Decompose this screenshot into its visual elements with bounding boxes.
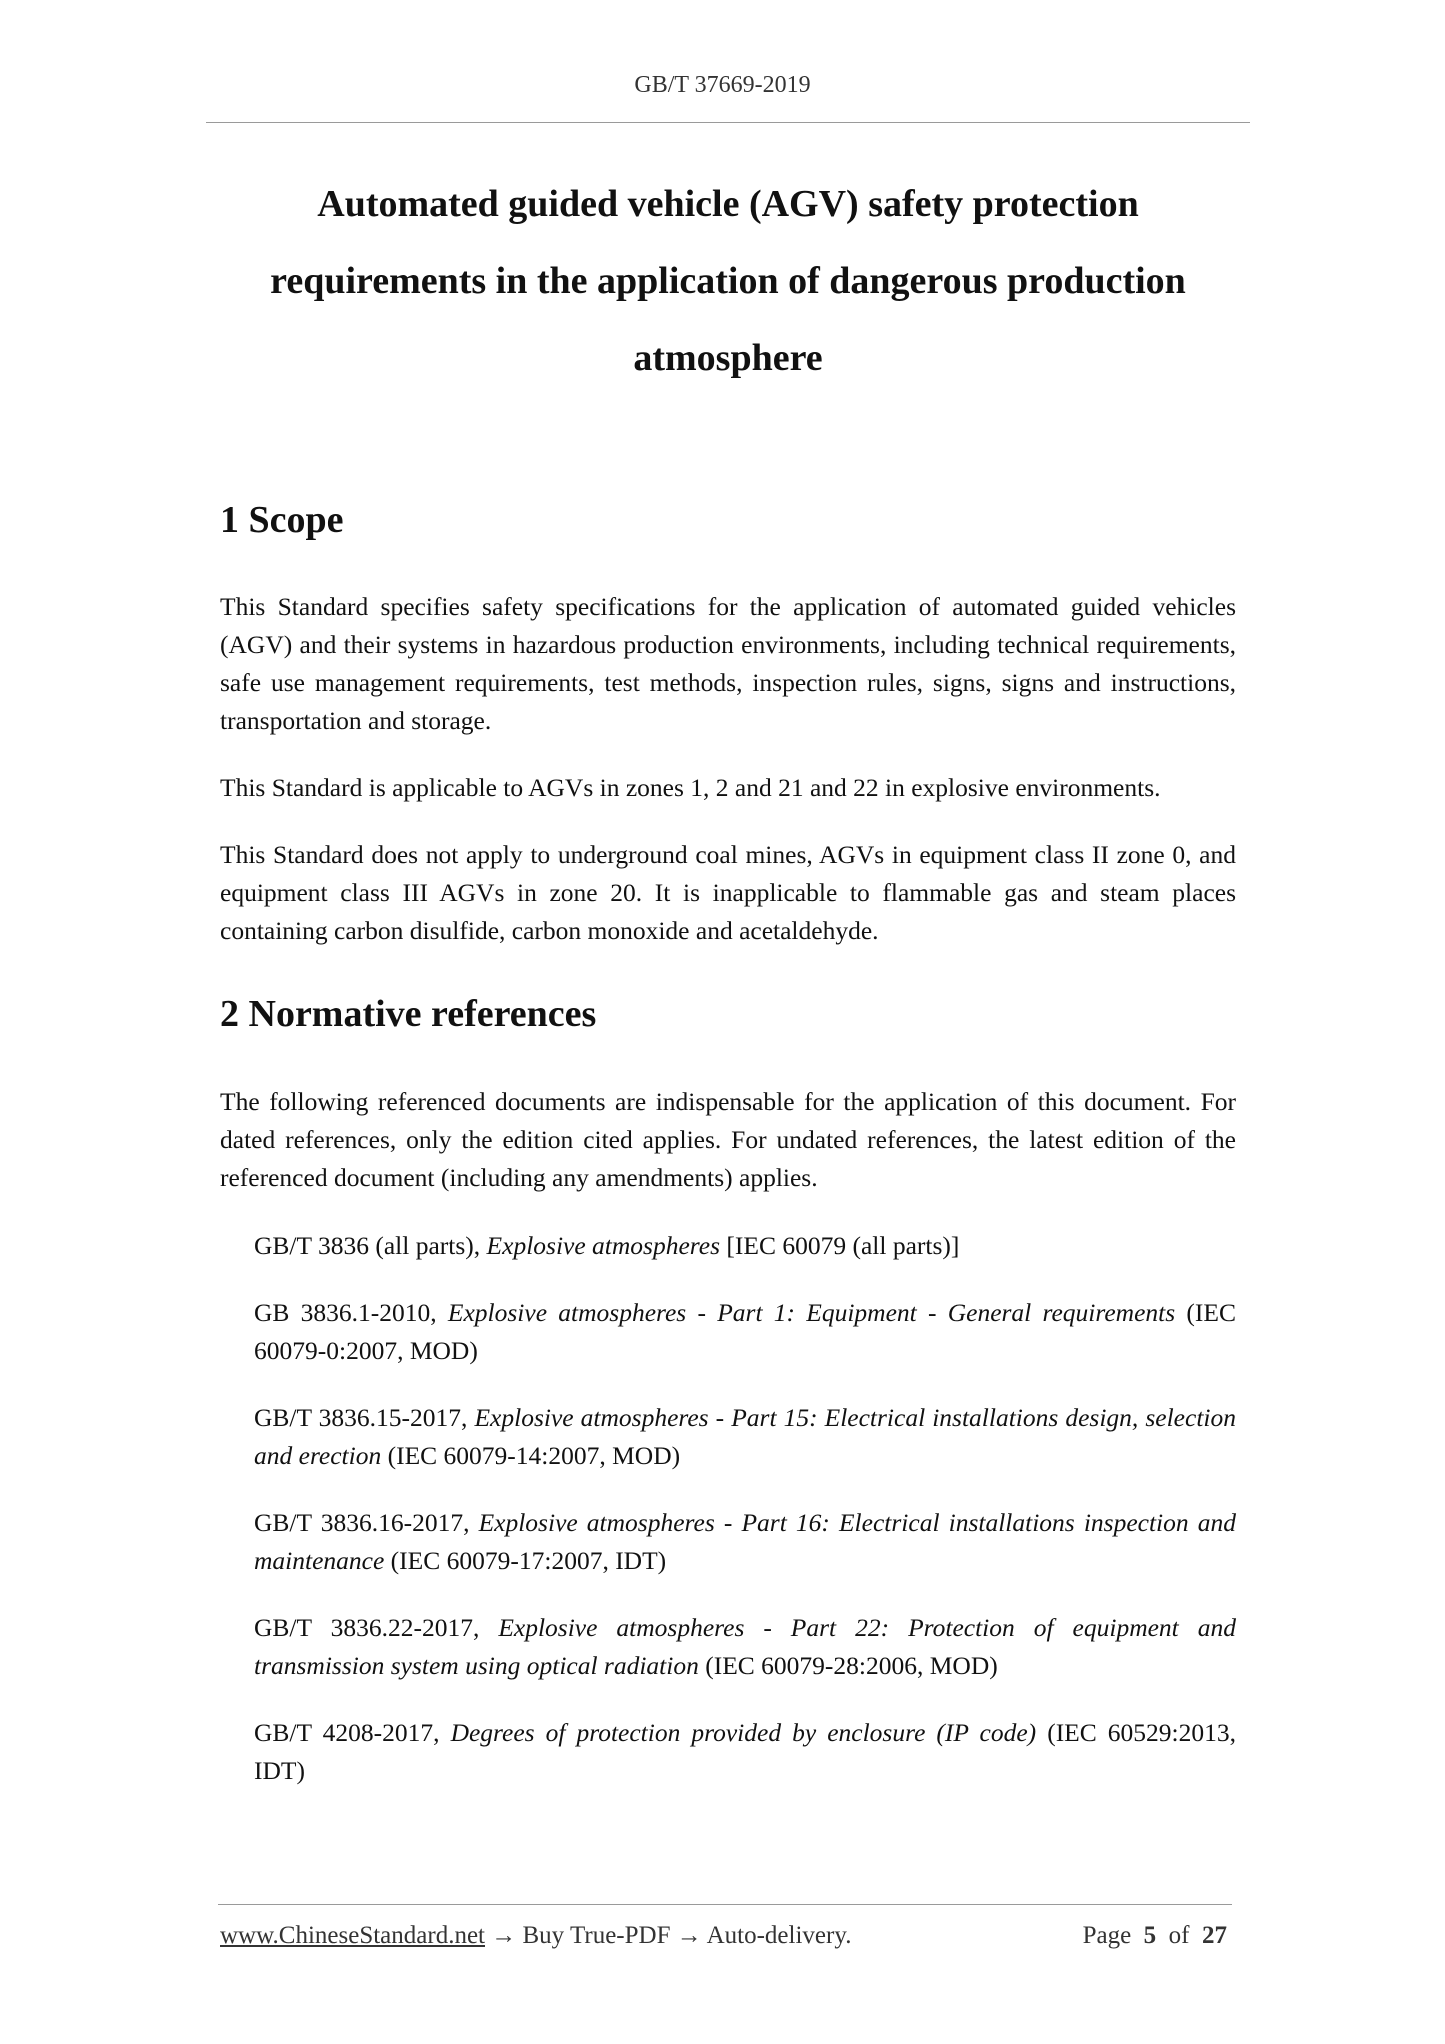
page-indicator bbox=[1083, 1922, 1227, 1950]
reference-code: GB/T 3836 (all parts), bbox=[254, 1231, 487, 1261]
document-number-header: GB/T 37669-2019 bbox=[634, 72, 811, 98]
reference-title: Explosive atmospheres bbox=[486, 1231, 721, 1261]
reference-item bbox=[220, 1227, 1236, 1265]
references-intro-paragraph: The following referenced documents are indispensable for the application of this document. For dated references, only the edition cited applies. For undated references, the latest edition of the referenced document (including any amendments) applies. bbox=[220, 1087, 1236, 1193]
page-of-label: of bbox=[1168, 1922, 1190, 1949]
reference-equivalent: (IEC 60079-0:2007, MOD) bbox=[254, 1298, 1236, 1366]
reference-item bbox=[220, 1399, 1236, 1475]
reference-code: GB/T 4208-2017, bbox=[254, 1718, 451, 1748]
reference-code: GB 3836.1-2010, bbox=[254, 1298, 448, 1328]
reference-title: Explosive atmospheres - Part 16: Electrical installations inspection and maintenance bbox=[254, 1508, 1236, 1576]
reference-equivalent: [IEC 60079 (all parts)] bbox=[720, 1231, 960, 1261]
reference-code: GB/T 3836.15-2017, bbox=[254, 1403, 475, 1433]
reference-code: GB/T 3836.22-2017, bbox=[254, 1613, 499, 1643]
reference-title: Explosive atmospheres - Part 22: Protection of equipment and transmission system using optical radiation bbox=[254, 1613, 1236, 1681]
footer-divider bbox=[218, 1904, 1232, 1905]
section-heading-scope: 1 Scope bbox=[220, 499, 344, 541]
section-heading-normative-references: 2 Normative references bbox=[220, 992, 597, 1035]
reference-title: Degrees of protection provided by enclosure (IP code) bbox=[450, 1718, 1037, 1748]
reference-equivalent: (IEC 60079-28:2006, MOD) bbox=[698, 1651, 998, 1681]
page-total: 27 bbox=[1202, 1922, 1227, 1949]
reference-item bbox=[220, 1609, 1236, 1685]
reference-code: GB/T 3836.16-2017, bbox=[254, 1508, 479, 1538]
reference-equivalent: (IEC 60529:2013, IDT) bbox=[254, 1718, 1237, 1786]
header-divider bbox=[206, 122, 1250, 123]
reference-item bbox=[220, 1714, 1236, 1790]
reference-equivalent: (IEC 60079-17:2007, IDT) bbox=[384, 1546, 667, 1576]
scope-paragraph: This Standard specifies safety specifications for the application of automated guided vehicles (AGV) and their systems in hazardous production environments, including technical requirements, safe use management requirements, test methods, inspection rules, signs, signs and instructions, transportation and storage. bbox=[220, 591, 1236, 735]
page-current: 5 bbox=[1143, 1922, 1157, 1949]
footer-left bbox=[220, 1922, 851, 1950]
reference-equivalent: (IEC 60079-14:2007, MOD) bbox=[381, 1441, 681, 1471]
reference-item bbox=[220, 1294, 1236, 1370]
reference-title: Explosive atmospheres - Part 1: Equipment - General requirements bbox=[447, 1298, 1176, 1328]
scope-paragraph: This Standard does not apply to underground coal mines, AGVs in equipment class II zone 0, and equipment class III AGVs in zone 20. It is inapplicable to flammable gas and steam places containing carbon disulfide, carbon monoxide and acetaldehyde. bbox=[220, 839, 1236, 945]
document-body bbox=[220, 498, 1236, 1819]
document-title: Automated guided vehicle (AGV) safety protection requirements in the application of dangerous production atmosphere bbox=[270, 183, 1186, 379]
footer-tagline: → Buy True-PDF → Auto-delivery. bbox=[485, 1922, 852, 1949]
page-label: Page bbox=[1082, 1922, 1132, 1949]
website-link[interactable]: www.ChineseStandard.net bbox=[220, 1922, 485, 1949]
reference-item bbox=[220, 1504, 1236, 1580]
reference-title: Explosive atmospheres - Part 15: Electrical installations design, selection and erection bbox=[254, 1403, 1236, 1471]
scope-paragraph: This Standard is applicable to AGVs in zones 1, 2 and 21 and 22 in explosive environments. bbox=[220, 772, 1161, 802]
